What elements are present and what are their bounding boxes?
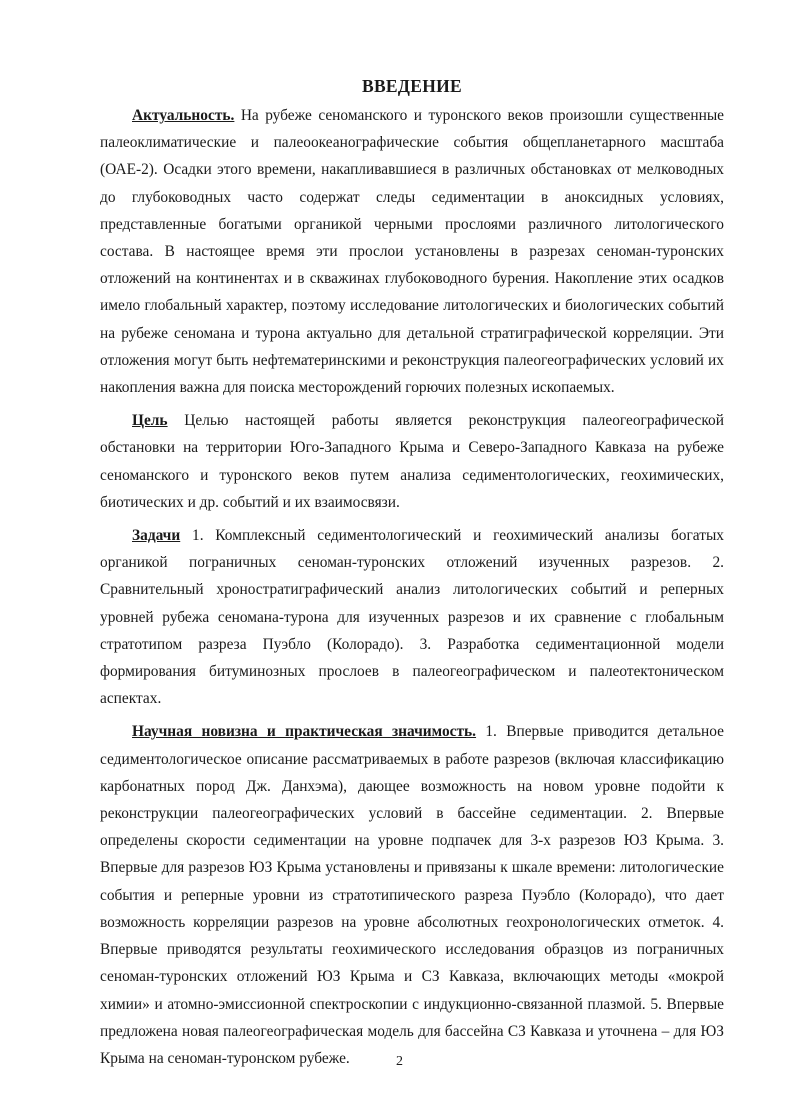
section-label: Задачи xyxy=(132,527,181,545)
section-text: 1. Комплексный седиментологический и геохимический анализы богатых органикой пограничных сеноман-туронских отложений изученных разрезов. 2. Сравнительный хроностратиграфический анализ литологических событий и реперных уровней рубежа сеномана-турона для изученных разрезов и их сравнение с глобальным стратотипом разреза Пуэбло (Колорадо). 3. Разработка седиментационной модели формирования битуминозных прослоев в палеогеографическом и палеотектоническом аспектах. xyxy=(100,527,724,708)
document-page xyxy=(100,72,724,1078)
section-label: Научная новизна и практическая значимость. xyxy=(132,723,477,741)
section-tasks xyxy=(100,522,724,712)
section-label: Цель xyxy=(132,412,168,430)
section-text: Целью настоящей работы является реконструкция палеогеографической обстановки на территории Юго-Западного Крыма и Северо-Западного Кавказа на рубеже сеноманского и туронского веков путем анализа седиментологических, геохимических, биотических и др. событий и их взаимосвязи. xyxy=(100,412,724,511)
page-number: 2 xyxy=(396,1054,403,1069)
page-title: ВВЕДЕНИЕ xyxy=(361,76,463,96)
section-label: Актуальность. xyxy=(132,107,235,124)
section-text: На рубеже сеноманского и туронского веков произошли существенные палеоклиматические и палеоокеанографические события общепланетарного масштаба (ОАЕ-2). Осадки этого времени, накапливавшиеся в различных обстановках от мелководных до глубоководных часто содержат следы седиментации в аноксидных условиях, представленные богатыми органикой черными прослоями различного литологического состава. В настоящее время эти прослои установлены в разрезах сеноман-туронских отложений на континентах и в скважинах глубоководного бурения. Накопление этих осадков имело глобальный характер, поэтому исследование литологических и биологических событий на рубеже сеномана и турона актуально для детальной стратиграфической корреляции. Эти отложения могут быть нефтематеринскими и реконструкция палеогеографических условий их накопления важна для поиска месторождений горючих полезных ископаемых. xyxy=(100,107,724,397)
section-relevance xyxy=(100,102,724,401)
section-goal xyxy=(100,407,724,516)
section-novelty xyxy=(100,718,724,1072)
section-text: 1. Впервые приводится детальное седиментологическое описание рассматриваемых в работе разрезов (включая классификацию карбонатных пород Дж. Данхэма), дающее возможность на новом уровне подойти к реконструкции палеогеографических условий в бассейне седиментации. 2. Впервые определены скорости седиментации на уровне подпачек для 3-х разрезов ЮЗ Крыма. 3. Впервые для разрезов ЮЗ Крыма установлены и привязаны к шкале времени: литологические события и реперные уровни из стратотипического разреза Пуэбло (Колорадо), что дает возможность корреляции разрезов на уровне абсолютных геохронологических отметок. 4. Впервые приводятся результаты геохимического исследования образцов из пограничных сеноман-туронских отложений ЮЗ Крыма и СЗ Кавказа, включающих методы «мокрой химии» и атомно-эмиссионной спектроскопии с индукционно-связанной плазмой. 5. Впервые предложена новая палеогеографическая модель для бассейна СЗ Кавказа и уточнена – для ЮЗ Крыма на сеноман-туронском рубеже. xyxy=(100,723,724,1067)
